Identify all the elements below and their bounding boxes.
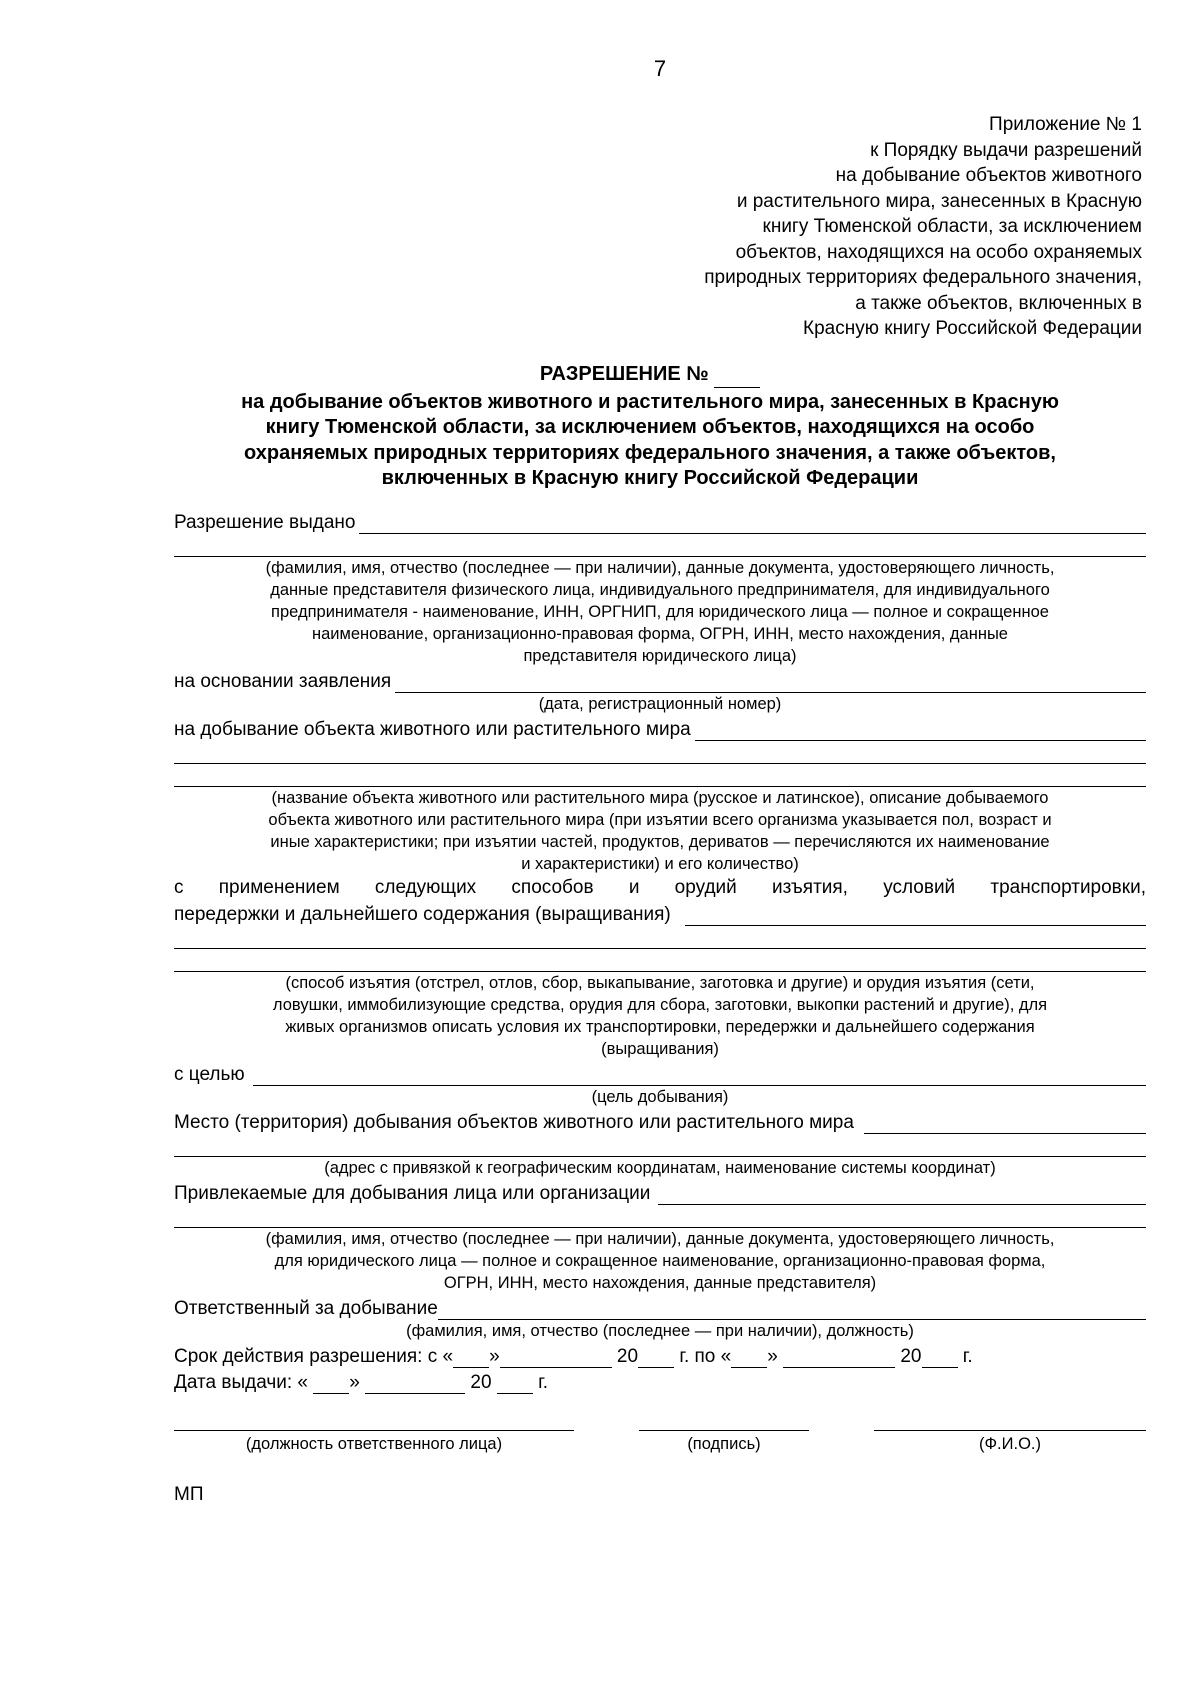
object-label: на добывание объекта животного или растительного мира bbox=[174, 719, 691, 740]
object-hint bbox=[174, 787, 1146, 875]
hint-line: ловушки, иммобилизующие средства, орудия для сбора, заготовки, выкопки растений и другие), для bbox=[272, 996, 1048, 1014]
involved-label: Привлекаемые для добывания лица или организации bbox=[174, 1183, 651, 1204]
hint-line: и характеристики) и его количество) bbox=[521, 855, 799, 873]
name-caption: (Ф.И.О.) bbox=[979, 1435, 1041, 1453]
title-heading bbox=[150, 362, 1150, 388]
issued-to-hint bbox=[174, 557, 1146, 667]
purpose-row bbox=[174, 1060, 1146, 1086]
position-field[interactable] bbox=[174, 1428, 574, 1431]
issue-date-row bbox=[174, 1368, 1146, 1394]
purpose-field[interactable] bbox=[253, 1065, 1146, 1086]
issue-date-text: Дата выдачи: « bbox=[174, 1372, 314, 1393]
hint-line: (способ изъятия (отстрел, отлов, сбор, выкапывание, заготовка и другие) и орудия изъятия (сети, bbox=[285, 974, 1035, 992]
hint-line: ОГРН, ИНН, место нахождения, данные представителя) bbox=[443, 1274, 877, 1292]
object-row bbox=[174, 715, 1146, 741]
hint-line: живых организмов описать условия их транспортировки, передержки и дальнейшего содержания bbox=[285, 1018, 1035, 1036]
hint-line: данные представителя физического лица, индивидуального предпринимателя, для индивидуального bbox=[270, 581, 1050, 599]
involved-field-line2[interactable] bbox=[174, 1205, 1146, 1228]
place-hint: (адрес с привязкой к географическим координатам, наименование системы координат) bbox=[324, 1159, 996, 1177]
hint-line: наименование, организационно-правовая форма, ОГРН, ИНН, место нахождения, данные bbox=[312, 625, 1008, 643]
title-line: охраняемых природных территориях федерального значения, а также объектов, bbox=[244, 441, 1056, 464]
issue-date-text: г. bbox=[532, 1372, 548, 1393]
issued-to-row bbox=[174, 508, 1146, 534]
responsible-field[interactable] bbox=[438, 1299, 1146, 1320]
object-field-line3[interactable] bbox=[174, 764, 1146, 787]
hint-line: (фамилия, имя, отчество (последнее — при наличии), данные документа, удостоверяющего личность, bbox=[265, 1230, 1055, 1248]
permit-number-field[interactable] bbox=[714, 373, 760, 388]
basis-hint: (дата, регистрационный номер) bbox=[538, 695, 782, 713]
appendix-line: и растительного мира, занесенных в Красную bbox=[736, 190, 1142, 212]
methods-label: передержки и дальнейшего содержания (выращивания) bbox=[174, 904, 671, 925]
basis-label: на основании заявления bbox=[174, 671, 392, 692]
methods-field-line2[interactable] bbox=[174, 926, 1146, 949]
issued-to-label: Разрешение выдано bbox=[174, 512, 356, 533]
title-line: книгу Тюменской области, за исключением объектов, находящихся на особо bbox=[265, 416, 1035, 438]
involved-row bbox=[174, 1179, 1146, 1205]
hint-line: объекта животного или растительного мира (при изъятии всего организма указывается пол, возраст и bbox=[268, 811, 1052, 829]
hint-line: (выращивания) bbox=[601, 1040, 719, 1058]
place-field[interactable] bbox=[864, 1113, 1146, 1134]
methods-field[interactable] bbox=[685, 905, 1146, 926]
issue-month-field[interactable] bbox=[365, 1375, 465, 1394]
appendix-line: природных территориях федерального значения, bbox=[704, 267, 1142, 288]
basis-row bbox=[174, 667, 1146, 693]
purpose-label: с целью bbox=[174, 1064, 245, 1085]
hint-line: (фамилия, имя, отчество (последнее — при наличии), данные документа, удостоверяющего личность, bbox=[265, 559, 1055, 577]
object-field-line2[interactable] bbox=[174, 741, 1146, 764]
issue-date-text: 20 bbox=[465, 1372, 497, 1393]
involved-hint bbox=[174, 1228, 1146, 1294]
validity-from-day-field[interactable] bbox=[453, 1349, 489, 1368]
page-number: 7 bbox=[653, 56, 667, 81]
appendix-line: книгу Тюменской области, за исключением bbox=[762, 216, 1142, 237]
validity-text: 20 bbox=[611, 1346, 639, 1367]
issue-date-label bbox=[174, 1372, 548, 1394]
document-title bbox=[150, 362, 1150, 492]
position-caption: (должность ответственного лица) bbox=[245, 1435, 503, 1453]
hint-line: представителя юридического лица) bbox=[523, 647, 797, 665]
appendix-line: Приложение № 1 bbox=[989, 114, 1142, 135]
methods-field-line3[interactable] bbox=[174, 949, 1146, 972]
methods-line: с применением следующих способов и орудий изъятия, условий транспортировки, bbox=[174, 877, 1146, 898]
validity-text: Срок действия разрешения: с « bbox=[174, 1346, 454, 1367]
validity-text: г. по « bbox=[674, 1346, 732, 1367]
signature-field[interactable] bbox=[639, 1428, 809, 1431]
name-block bbox=[874, 1428, 1146, 1454]
place-field-line2[interactable] bbox=[174, 1134, 1146, 1157]
hint-line: для юридического лица — полное и сокращенное наименование, организационно-правовая форма, bbox=[274, 1252, 1046, 1270]
issued-to-field[interactable] bbox=[359, 513, 1146, 534]
issue-day-field[interactable] bbox=[313, 1375, 349, 1394]
object-field[interactable] bbox=[695, 720, 1146, 741]
place-label: Место (территория) добывания объектов животного или растительного мира bbox=[174, 1112, 854, 1133]
responsible-row bbox=[174, 1294, 1146, 1320]
permit-form bbox=[174, 508, 1146, 1506]
methods-hint bbox=[174, 972, 1146, 1060]
appendix-line: а также объектов, включенных в bbox=[855, 292, 1142, 314]
appendix-line: к Порядку выдачи разрешений bbox=[870, 139, 1142, 161]
validity-text: г. bbox=[957, 1346, 973, 1367]
name-field[interactable] bbox=[874, 1428, 1146, 1431]
place-row bbox=[174, 1108, 1146, 1134]
stamp-place: МП bbox=[174, 1484, 204, 1505]
signature-row bbox=[174, 1428, 1146, 1454]
validity-row bbox=[174, 1342, 1146, 1368]
issue-year-field[interactable] bbox=[497, 1375, 533, 1394]
appendix-line: на добывание объектов животного bbox=[835, 165, 1142, 186]
title-line: включенных в Красную книгу Российской Федерации bbox=[381, 467, 919, 489]
validity-label bbox=[174, 1346, 973, 1368]
issue-date-text: » bbox=[349, 1372, 360, 1393]
title-line: на добывание объектов животного и растительного мира, занесенных в Красную bbox=[241, 390, 1059, 413]
basis-field[interactable] bbox=[395, 672, 1146, 693]
appendix-line: Красную книгу Российской Федерации bbox=[803, 318, 1142, 339]
involved-field[interactable] bbox=[658, 1184, 1146, 1205]
signature-caption: (подпись) bbox=[687, 1435, 761, 1453]
issued-to-field-line2[interactable] bbox=[174, 534, 1146, 557]
validity-from-year-field[interactable] bbox=[638, 1349, 674, 1368]
validity-text: » bbox=[489, 1346, 500, 1367]
appendix-note bbox=[582, 112, 1142, 342]
validity-from-month-field[interactable] bbox=[500, 1349, 612, 1368]
appendix-line: объектов, находящихся на особо охраняемых bbox=[735, 241, 1142, 263]
hint-line: иные характеристики; при изъятии частей, продуктов, дериватов — перечисляются их наименование bbox=[270, 833, 1050, 851]
methods-row bbox=[174, 900, 1146, 926]
validity-to-year-field[interactable] bbox=[922, 1349, 958, 1368]
hint-line: предпринимателя - наименование, ИНН, ОРГНИП, для юридического лица — полное и сокращенное bbox=[271, 603, 1049, 621]
purpose-hint: (цель добывания) bbox=[591, 1088, 729, 1106]
hint-line: (название объекта животного или растительного мира (русское и латинское), описание добываемого bbox=[271, 789, 1049, 807]
title-heading-text: РАЗРЕШЕНИЕ № bbox=[539, 363, 709, 385]
validity-to-day-field[interactable] bbox=[731, 1349, 767, 1368]
responsible-hint: (фамилия, имя, отчество (последнее — при наличии), должность) bbox=[406, 1322, 914, 1340]
validity-to-month-field[interactable] bbox=[783, 1349, 895, 1368]
position-signature-block bbox=[174, 1428, 574, 1454]
signature-block bbox=[639, 1428, 809, 1454]
validity-text: » bbox=[767, 1346, 778, 1367]
responsible-label: Ответственный за добывание bbox=[174, 1298, 438, 1319]
validity-text: 20 bbox=[895, 1346, 922, 1367]
